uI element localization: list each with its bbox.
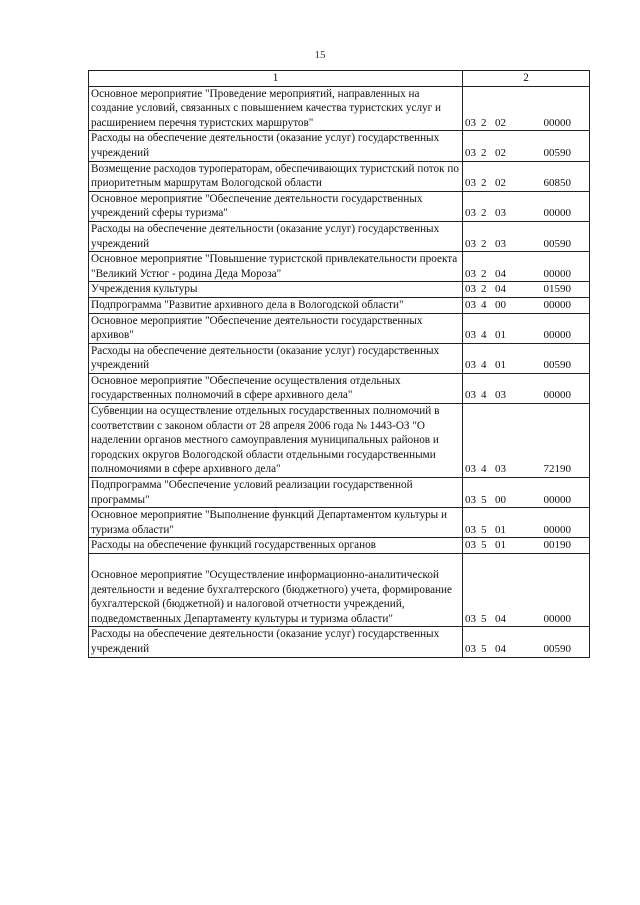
table-row bbox=[89, 191, 590, 221]
header-row bbox=[89, 71, 590, 87]
code-measure: 01 bbox=[495, 523, 506, 536]
code-direction: 01590 bbox=[543, 283, 571, 296]
table-row bbox=[89, 313, 590, 343]
page-number: 15 bbox=[314, 49, 326, 61]
row-name: Основное мероприятие "Обеспечение деятельности государственных архивов" bbox=[89, 313, 463, 343]
row-code bbox=[463, 297, 590, 313]
table-row bbox=[89, 343, 590, 373]
code-direction: 00590 bbox=[543, 642, 571, 655]
row-name: Основное мероприятие "Выполнение функций Департаментом культуры и туризма области" bbox=[89, 508, 463, 538]
code-measure: 02 bbox=[495, 116, 506, 129]
row-code bbox=[463, 161, 590, 191]
table-row bbox=[89, 478, 590, 508]
row-name: Основное мероприятие "Обеспечение осуществления отдельных государственных полномочий в сфере архивного дела" bbox=[89, 373, 463, 403]
row-code bbox=[463, 343, 590, 373]
code-measure: 04 bbox=[495, 283, 506, 296]
table-row bbox=[89, 131, 590, 161]
row-code bbox=[463, 627, 590, 657]
code-direction: 00000 bbox=[543, 207, 571, 220]
code-program: 03 bbox=[465, 463, 476, 476]
table-row bbox=[89, 252, 590, 282]
code-measure: 00 bbox=[495, 493, 506, 506]
code-program: 03 bbox=[465, 283, 476, 296]
code-program: 03 bbox=[465, 237, 476, 250]
code-program: 03 bbox=[465, 612, 476, 625]
code-subprogram: 5 bbox=[481, 642, 487, 655]
code-program: 03 bbox=[465, 207, 476, 220]
code-measure: 00 bbox=[495, 298, 506, 311]
code-subprogram: 2 bbox=[481, 283, 487, 296]
code-measure: 01 bbox=[495, 329, 506, 342]
code-direction: 00000 bbox=[543, 523, 571, 536]
code-program: 03 bbox=[465, 359, 476, 372]
code-program: 03 bbox=[465, 267, 476, 280]
code-subprogram: 4 bbox=[481, 298, 487, 311]
code-measure: 03 bbox=[495, 463, 506, 476]
code-direction: 00000 bbox=[543, 329, 571, 342]
row-name: Расходы на обеспечение деятельности (оказание услуг) государственных учреждений bbox=[89, 131, 463, 161]
row-name: Подпрограмма "Обеспечение условий реализации государственной программы" bbox=[89, 478, 463, 508]
code-subprogram: 2 bbox=[481, 207, 487, 220]
row-code bbox=[463, 313, 590, 343]
header-col-1: 1 bbox=[89, 71, 463, 87]
code-measure: 03 bbox=[495, 207, 506, 220]
code-program: 03 bbox=[465, 116, 476, 129]
table-row bbox=[89, 86, 590, 131]
table-row bbox=[89, 221, 590, 251]
code-direction: 00590 bbox=[543, 237, 571, 250]
code-subprogram: 2 bbox=[481, 267, 487, 280]
row-name: Расходы на обеспечение функций государственных органов bbox=[89, 538, 463, 554]
code-subprogram: 2 bbox=[481, 146, 487, 159]
code-program: 03 bbox=[465, 298, 476, 311]
code-program: 03 bbox=[465, 493, 476, 506]
code-direction: 00000 bbox=[543, 298, 571, 311]
code-program: 03 bbox=[465, 146, 476, 159]
code-direction: 00190 bbox=[543, 539, 571, 552]
table-row bbox=[89, 554, 590, 627]
code-subprogram: 4 bbox=[481, 329, 487, 342]
table-row bbox=[89, 161, 590, 191]
row-code bbox=[463, 404, 590, 478]
table-row bbox=[89, 508, 590, 538]
code-measure: 04 bbox=[495, 267, 506, 280]
code-program: 03 bbox=[465, 329, 476, 342]
row-code bbox=[463, 538, 590, 554]
code-subprogram: 5 bbox=[481, 539, 487, 552]
code-direction: 00000 bbox=[543, 612, 571, 625]
row-name: Расходы на обеспечение деятельности (оказание услуг) государственных учреждений bbox=[89, 221, 463, 251]
code-measure: 02 bbox=[495, 146, 506, 159]
table-row bbox=[89, 627, 590, 657]
code-direction: 00590 bbox=[543, 359, 571, 372]
code-program: 03 bbox=[465, 642, 476, 655]
code-subprogram: 2 bbox=[481, 177, 487, 190]
code-program: 03 bbox=[465, 523, 476, 536]
row-code bbox=[463, 86, 590, 131]
table-row bbox=[89, 297, 590, 313]
code-subprogram: 4 bbox=[481, 389, 487, 402]
code-direction: 00000 bbox=[543, 267, 571, 280]
row-name: Расходы на обеспечение деятельности (оказание услуг) государственных учреждений bbox=[89, 343, 463, 373]
row-code bbox=[463, 221, 590, 251]
row-code bbox=[463, 373, 590, 403]
code-measure: 03 bbox=[495, 389, 506, 402]
row-code bbox=[463, 282, 590, 298]
code-direction: 60850 bbox=[543, 177, 571, 190]
code-measure: 01 bbox=[495, 539, 506, 552]
row-name: Подпрограмма "Развитие архивного дела в Вологодской области" bbox=[89, 297, 463, 313]
table-row bbox=[89, 538, 590, 554]
code-subprogram: 5 bbox=[481, 612, 487, 625]
table-row bbox=[89, 282, 590, 298]
code-direction: 00590 bbox=[543, 146, 571, 159]
table-row bbox=[89, 373, 590, 403]
row-code bbox=[463, 131, 590, 161]
row-name: Расходы на обеспечение деятельности (оказание услуг) государственных учреждений bbox=[89, 627, 463, 657]
code-measure: 04 bbox=[495, 612, 506, 625]
row-name: Учреждения культуры bbox=[89, 282, 463, 298]
row-name: Основное мероприятие "Проведение мероприятий, направленных на создание условий, связанных с повышением качества туристских услуг и расширением перечня туристских маршрутов" bbox=[89, 86, 463, 131]
row-code bbox=[463, 508, 590, 538]
header-col-2: 2 bbox=[463, 71, 590, 87]
code-subprogram: 2 bbox=[481, 237, 487, 250]
code-direction: 00000 bbox=[543, 493, 571, 506]
row-name: Возмещение расходов туроператорам, обеспечивающих туристский поток по приоритетным маршрутам Вологодской области bbox=[89, 161, 463, 191]
code-subprogram: 4 bbox=[481, 463, 487, 476]
row-code bbox=[463, 554, 590, 627]
row-name: Субвенции на осуществление отдельных государственных полномочий в соответствии с законом области от 28 апреля 2006 года № 1443-ОЗ "О наделении органов местного самоуправления муниципальных районов и городских округов Вологодской области отдельными государственными полномочиями в сфере архивного дела" bbox=[89, 404, 463, 478]
code-program: 03 bbox=[465, 177, 476, 190]
row-name: Основное мероприятие "Обеспечение деятельности государственных учреждений сферы туризма" bbox=[89, 191, 463, 221]
code-subprogram: 5 bbox=[481, 523, 487, 536]
code-measure: 02 bbox=[495, 177, 506, 190]
code-program: 03 bbox=[465, 389, 476, 402]
row-name: Основное мероприятие "Осуществление информационно-аналитической деятельности и ведение бухгалтерского (бюджетного) учета, формирование бухгалтерской (бюджетной) и налоговой отчетности учреждений, подведомственных Департаменту культуры и туризма области" bbox=[89, 554, 463, 627]
code-direction: 72190 bbox=[543, 463, 571, 476]
row-code bbox=[463, 252, 590, 282]
code-direction: 00000 bbox=[543, 389, 571, 402]
code-direction: 00000 bbox=[543, 116, 571, 129]
code-subprogram: 4 bbox=[481, 359, 487, 372]
budget-table bbox=[88, 70, 590, 658]
code-subprogram: 2 bbox=[481, 116, 487, 129]
code-program: 03 bbox=[465, 539, 476, 552]
code-measure: 04 bbox=[495, 642, 506, 655]
code-measure: 01 bbox=[495, 359, 506, 372]
table-row bbox=[89, 404, 590, 478]
row-name: Основное мероприятие "Повышение туристской привлекательности проекта "Великий Устюг - родина Деда Мороза" bbox=[89, 252, 463, 282]
row-code bbox=[463, 478, 590, 508]
code-measure: 03 bbox=[495, 237, 506, 250]
code-subprogram: 5 bbox=[481, 493, 487, 506]
row-code bbox=[463, 191, 590, 221]
